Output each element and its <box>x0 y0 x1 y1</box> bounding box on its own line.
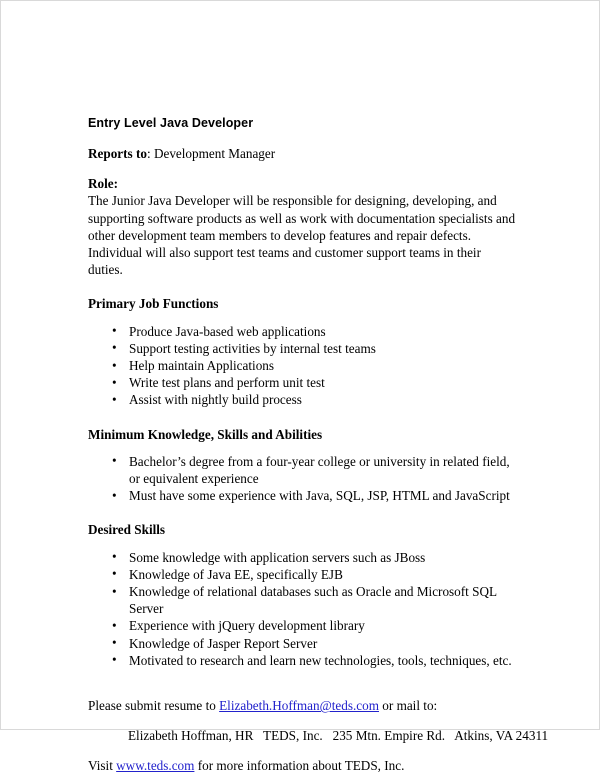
mailing-address: Elizabeth Hoffman, HR TEDS, Inc. 235 Mtn. Empire Rd. Atkins, VA 24311 <box>128 728 549 744</box>
submit-resume-prefix: Please submit resume to <box>88 698 220 714</box>
list-item: • Must have some experience with Java, SQL, JSP, HTML and JavaScript <box>88 487 518 504</box>
email-link[interactable]: Elizabeth.Hoffman@teds.com <box>219 698 379 714</box>
spacer <box>88 504 518 521</box>
visit-suffix: for more information about TEDS, Inc. <box>194 758 405 774</box>
submit-resume-suffix: or mail to: <box>378 698 438 714</box>
list-item: • Assist with nightly build process <box>88 391 518 408</box>
list-item: • Motivated to research and learn new technologies, tools, techniques, etc. <box>88 652 518 669</box>
list-item: • Produce Java-based web applications <box>88 323 518 340</box>
job-description-document <box>88 116 549 775</box>
visit-website-line <box>88 757 518 774</box>
spacer <box>88 669 518 697</box>
spacer <box>88 409 518 426</box>
reports-to-separator: : <box>146 146 154 161</box>
spacer <box>88 278 518 295</box>
list-item: • Knowledge of Java EE, specifically EJB <box>88 566 518 583</box>
list-item: • Knowledge of relational databases such as Oracle and Microsoft SQL Server <box>88 583 518 617</box>
desired-skills-heading: Desired Skills <box>88 522 166 538</box>
list-item: • Experience with jQuery development library <box>88 617 518 634</box>
spacer <box>88 162 518 175</box>
reports-to-line <box>88 145 518 162</box>
website-link[interactable]: www.teds.com <box>116 758 195 774</box>
desired-skills-list <box>88 549 518 669</box>
reports-to-label: Reports to <box>88 146 147 161</box>
spacer <box>88 313 518 323</box>
role-body: The Junior Java Developer will be responsible for designing, developing, and supporting software products as well as work with documentation specialists and other development team members to develop features and repair defects. Individual will also support test teams and customer support teams in their duties. <box>88 193 516 278</box>
spacer <box>88 539 518 549</box>
list-item: • Help maintain Applications <box>88 357 518 374</box>
spacer <box>88 744 518 757</box>
minimum-knowledge-heading: Minimum Knowledge, Skills and Abilities <box>88 426 323 442</box>
visit-prefix: Visit <box>88 758 117 774</box>
list-item: • Bachelor’s degree from a four-year college or university in related field, or equivalent experience <box>88 453 518 487</box>
primary-job-functions-heading: Primary Job Functions <box>88 296 219 312</box>
list-item: • Some knowledge with application servers such as JBoss <box>88 549 518 566</box>
role-heading: Role: <box>88 176 119 192</box>
minimum-knowledge-list <box>88 453 518 505</box>
primary-job-functions-list <box>88 323 518 409</box>
list-item: • Support testing activities by internal test teams <box>88 340 518 357</box>
list-item: • Write test plans and perform unit test <box>88 374 518 391</box>
reports-to-value: Development Manager <box>153 146 276 161</box>
spacer <box>88 443 518 453</box>
list-item: • Knowledge of Jasper Report Server <box>88 635 518 652</box>
page-title: Entry Level Java Developer <box>88 116 254 130</box>
spacer <box>88 714 518 727</box>
submit-resume-line <box>88 697 518 714</box>
